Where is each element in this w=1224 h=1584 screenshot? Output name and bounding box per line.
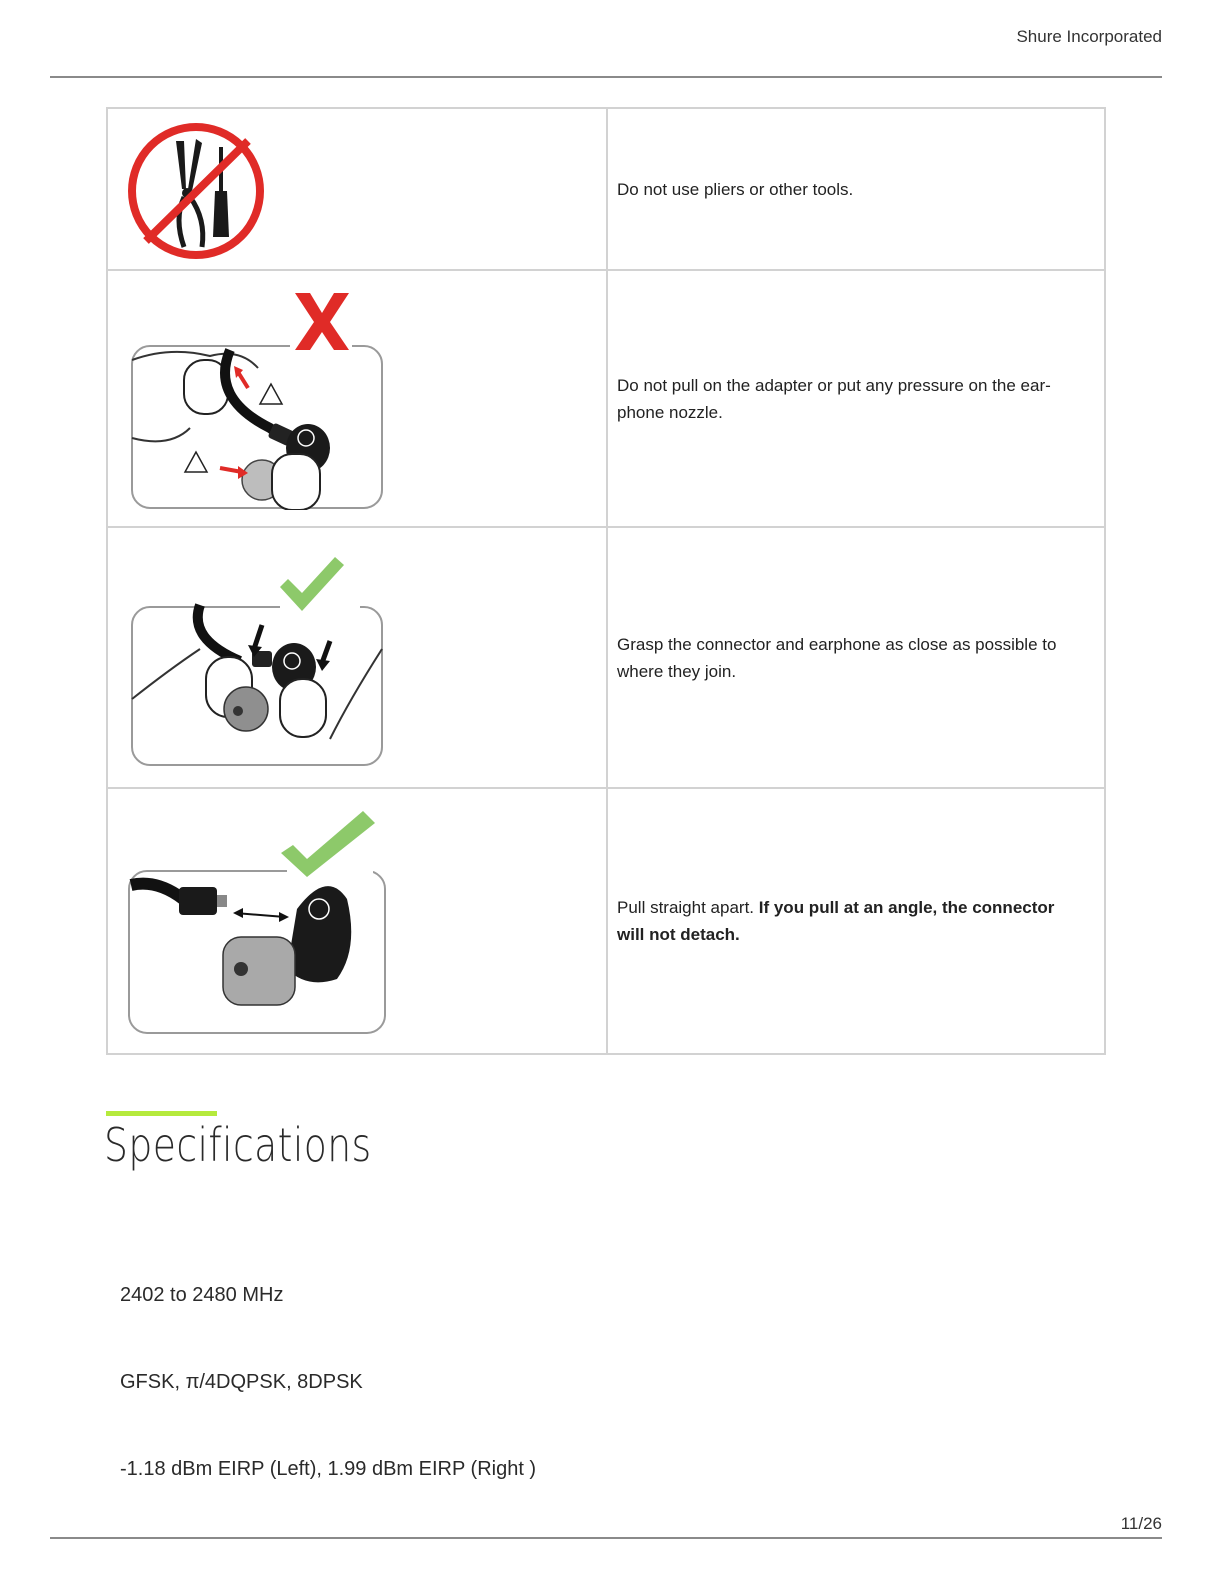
step-text: Do not pull on the adapter or put any pressure on the ear-phone nozzle.: [607, 270, 1105, 527]
grasp-connector-illustration: [130, 549, 390, 771]
image-cell: [107, 527, 607, 788]
page-number: 11/26: [1120, 1514, 1162, 1533]
instruction-table: [106, 107, 1106, 1055]
step-text: Do not use pliers or other tools.: [607, 108, 1105, 270]
table-row: [107, 270, 1105, 527]
step-text-plain: Pull straight apart.: [617, 898, 759, 917]
pull-straight-illustration: [127, 809, 393, 1037]
no-tools-icon: [124, 119, 269, 264]
footer-divider: [50, 1537, 1162, 1539]
spec-value: -1.18 dBm EIRP (Left), 1.99 dBm EIRP (Right ): [120, 1458, 537, 1480]
table-row: [107, 527, 1105, 788]
step-text-warning: If you pull at an angle, the connector will not detach.: [617, 898, 1055, 944]
section-title: Specifications: [104, 1118, 372, 1172]
step-text: [607, 788, 1105, 1054]
step-text: Grasp the connector and earphone as close as possible to where they join.: [607, 527, 1105, 788]
table-row: [107, 788, 1105, 1054]
header-company-name: Shure Incorporated: [1016, 27, 1162, 46]
spec-value: 2402 to 2480 MHz: [120, 1284, 284, 1306]
image-cell: [107, 788, 607, 1054]
image-cell: [107, 108, 607, 270]
image-cell: [107, 270, 607, 527]
do-not-pull-illustration: [130, 288, 390, 510]
header-divider: [50, 76, 1162, 78]
section-accent-bar: [106, 1111, 217, 1116]
spec-value: GFSK, π/4DQPSK, 8DPSK: [120, 1371, 363, 1393]
table-row: [107, 108, 1105, 270]
